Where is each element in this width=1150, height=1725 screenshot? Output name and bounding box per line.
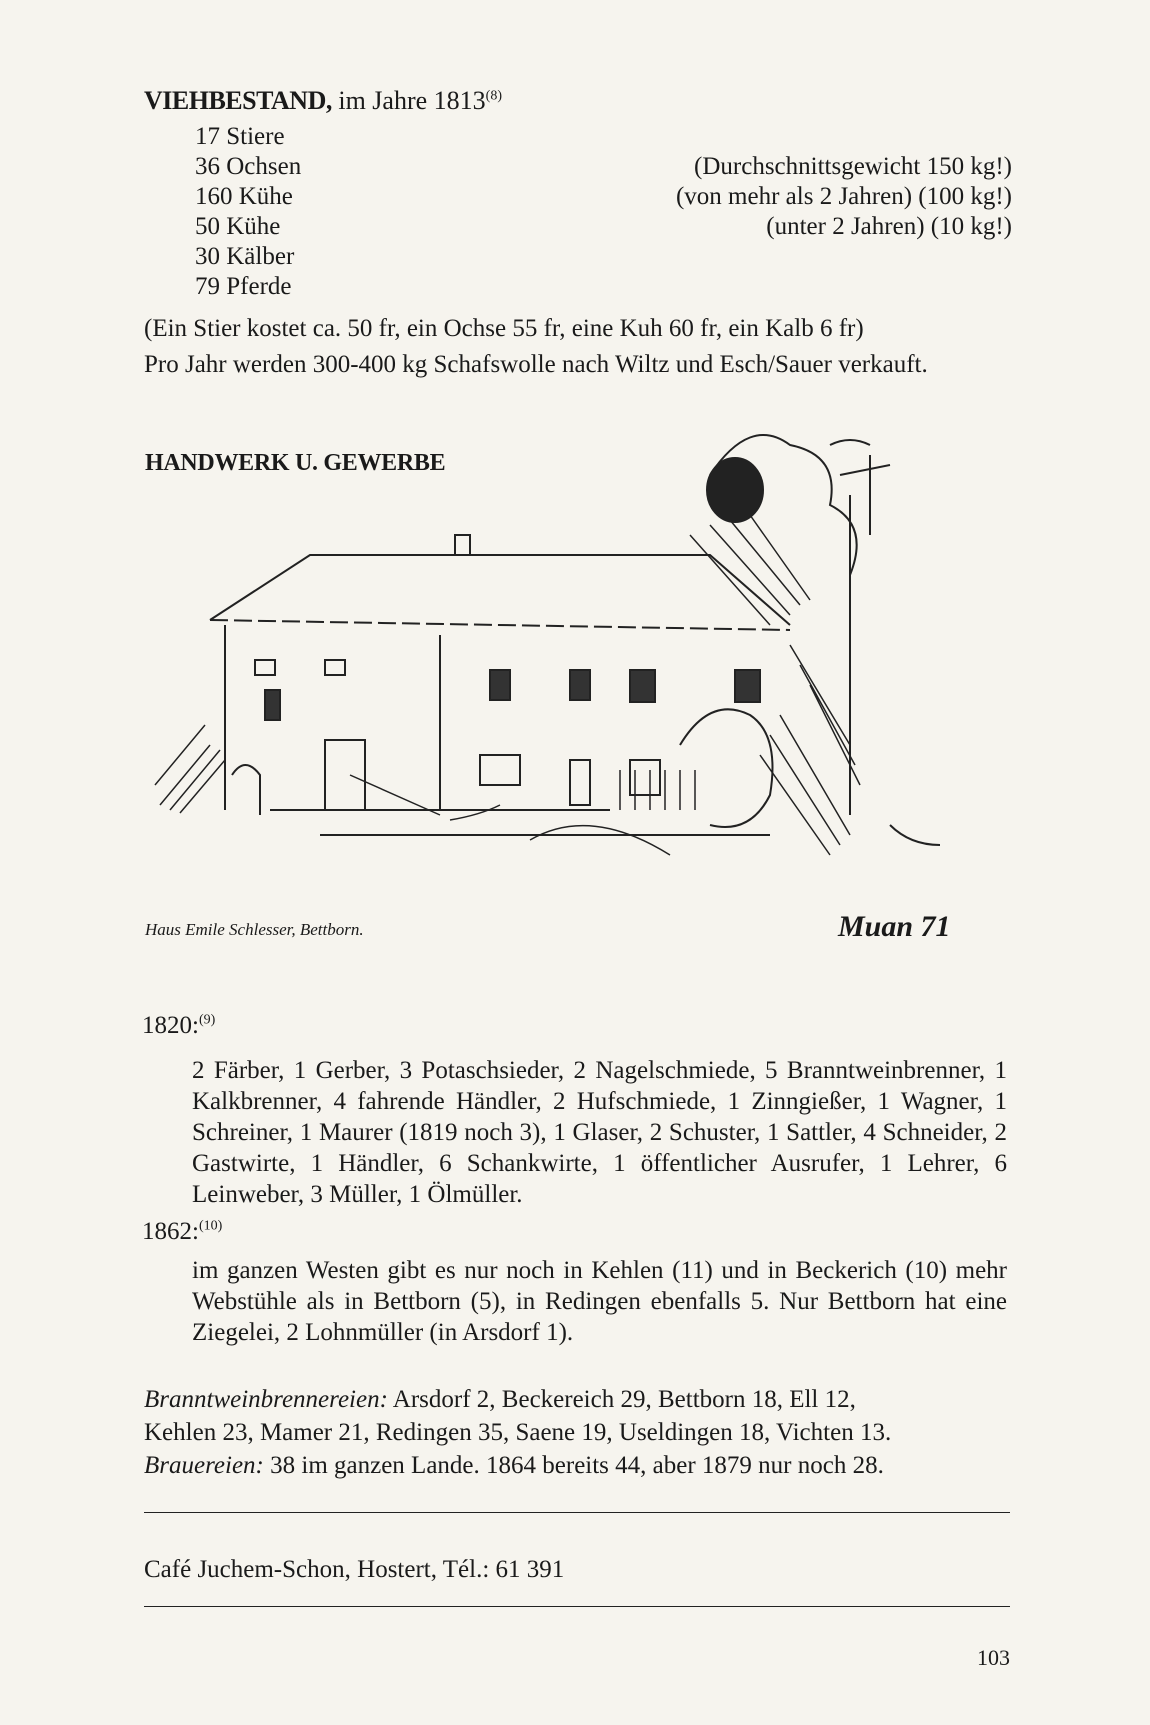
house-sketch-illustration (150, 415, 1030, 935)
title-bold: VIEHBESTAND, (144, 86, 332, 115)
brennereien-label: Branntweinbrennereien: (144, 1386, 388, 1413)
artist-signature: Muan 71 (838, 910, 951, 943)
animal-item: 17 Stiere (195, 123, 285, 150)
weight-notes (676, 152, 1012, 242)
animal-list (195, 122, 301, 302)
section-title-viehbestand (144, 86, 502, 116)
advertisement: Café Juchem-Schon, Hostert, Tél.: 61 391 (144, 1556, 565, 1583)
crafts-1862-text: im ganzen Westen gibt es nur noch in Kehlen (11) und in Beckerich (10) mehr Webstühle als in Bettborn (5), in Redingen ebenfalls 5. Nur Bettborn hat eine Ziegelei, 2 Lohnmüller (in Arsdorf 1). (192, 1257, 1007, 1346)
wool-line: Pro Jahr werden 300-400 kg Schafswolle nach Wiltz und Esch/Sauer verkauft. (144, 351, 928, 378)
footnote-ref: (8) (485, 88, 502, 104)
footnote-ref: (10) (198, 1218, 223, 1234)
weight-note: (Durchschnittsgewicht 150 kg!) (694, 153, 1012, 180)
year-label: 1820: (142, 1012, 199, 1039)
weight-note: (von mehr als 2 Jahren) (100 kg!) (675, 183, 1012, 210)
brennereien-text: Arsdorf 2, Beckereich 29, Bettborn 18, Ell 12, (387, 1386, 856, 1413)
divider-bottom (144, 1606, 1010, 1607)
animal-item: 36 Ochsen (195, 153, 302, 180)
brauereien-text: 38 im ganzen Lande. 1864 bereits 44, aber 1879 nur noch 28. (263, 1452, 884, 1479)
crafts-1820-text: 2 Färber, 1 Gerber, 3 Potaschsieder, 2 Nagelschmiede, 5 Branntweinbrenner, 1 Kalkbrenner, 4 fahrende Händler, 2 Hufschmiede, 1 Zinngießer, 1 Wagner, 1 Schreiner, 1 Maurer (1819 noch 3), 1 Glaser, 2 Schuster, 1 Sattler, 4 Schneider, 2 Gastwirte, 1 Händler, 6 Schankwirte, 1 öffentlicher Ausrufer, 1 Lehrer, 6 Leinweber, 3 Müller, 1 Ölmüller. (192, 1057, 1007, 1208)
year-1862 (142, 1218, 222, 1246)
brennereien-line-2: Kehlen 23, Mamer 21, Redingen 35, Saene 19, Useldingen 18, Vichten 13. (144, 1419, 892, 1446)
price-line: (Ein Stier kostet ca. 50 fr, ein Ochse 55 fr, eine Kuh 60 fr, ein Kalb 6 fr) (144, 315, 864, 342)
year-label: 1862: (142, 1218, 199, 1245)
divider-top (144, 1512, 1010, 1513)
title-rest: im Jahre 1813 (331, 86, 486, 115)
page-number: 103 (977, 1645, 1010, 1670)
footnote-ref: (9) (198, 1012, 216, 1028)
year-1820 (142, 1012, 215, 1040)
animal-item: 160 Kühe (195, 183, 293, 210)
animal-item: 50 Kühe (195, 213, 281, 240)
illustration-caption: Haus Emile Schlesser, Bettborn. (145, 920, 364, 939)
weight-note: (unter 2 Jahren) (10 kg!) (766, 213, 1012, 240)
brauereien-label: Brauereien: (144, 1452, 264, 1479)
brauereien-line (144, 1449, 884, 1482)
brennereien-line (144, 1383, 856, 1416)
animal-item: 30 Kälber (195, 243, 295, 270)
animal-item: 79 Pferde (195, 273, 292, 300)
section-title-handwerk: HANDWERK U. GEWERBE (145, 450, 446, 476)
